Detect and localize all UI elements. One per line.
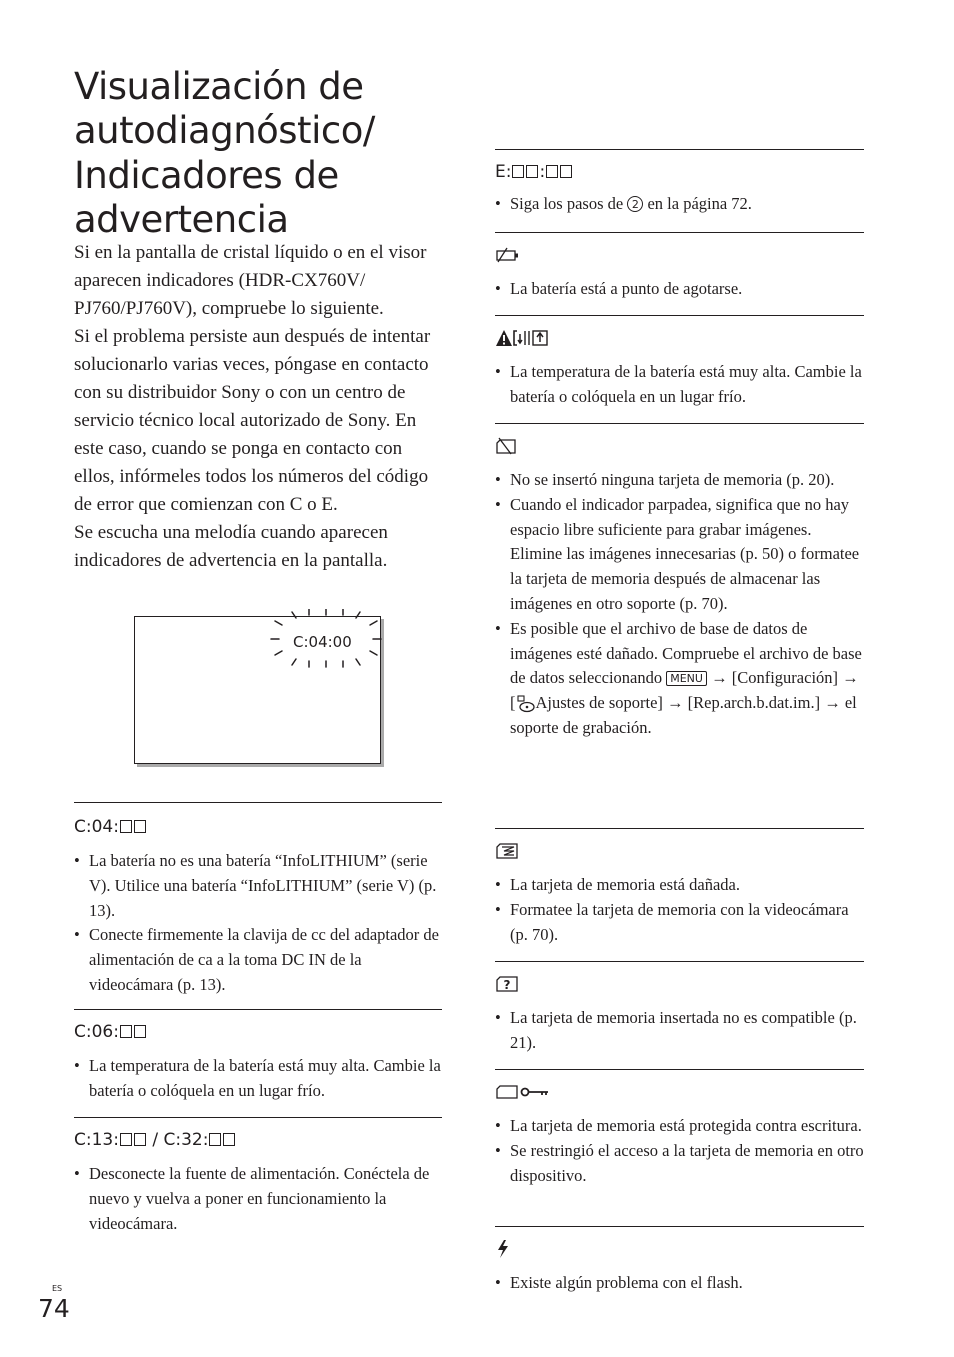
intro-paragraph: Se escucha una melodía cuando aparecen indicadores de advertencia en la pantalla.	[74, 522, 388, 571]
section-flash	[495, 1226, 864, 1296]
list-item: • La tarjeta de memoria está protegida contra escritura.	[495, 1114, 864, 1139]
list-item: • La temperatura de la batería está muy alta. Cambie la batería o colóquela en un lugar frío.	[74, 1054, 442, 1104]
section-heading	[495, 1082, 864, 1102]
battery-low-icon	[495, 247, 521, 263]
intro-text	[74, 239, 446, 575]
section-no-card	[495, 423, 864, 741]
section-heading	[495, 841, 864, 861]
intro-paragraph: Si en la pantalla de cristal líquido o en el visor aparecen indicadores (HDR-CX760V/ PJ760/PJ760V), compruebe lo siguiente.	[74, 242, 427, 319]
section-card-damaged	[495, 828, 864, 947]
page-number: 74	[38, 1294, 70, 1323]
list-item: • La batería no es una batería “InfoLITHIUM” (serie V). Utilice una batería “InfoLITHIUM” (serie V) (p. 13).	[74, 849, 442, 923]
section-c13-c32	[74, 1117, 442, 1236]
bullet-list	[495, 1006, 864, 1056]
section-battery-low	[495, 232, 864, 302]
step-number-badge: 2	[627, 196, 643, 212]
bullet-list	[74, 849, 442, 998]
section-heading	[495, 436, 864, 456]
section-c04	[74, 802, 442, 998]
section-card-incompatible	[495, 961, 864, 1056]
list-item: • Formatee la tarjeta de memoria con la videocámara (p. 70).	[495, 898, 864, 948]
bullet-list	[495, 277, 864, 302]
section-heading	[495, 245, 864, 265]
list-item: • Cuando el indicador parpadea, significa que no hay espacio libre suficiente para grabar imágenes. Elimine las imágenes innecesarias (p. 50) o formatee la tarjeta de memoria después de almacenar las imágenes en otro soporte (p. 70).	[495, 493, 864, 617]
section-heading	[495, 974, 864, 994]
bullet-list	[495, 192, 864, 217]
section-heading	[495, 1239, 864, 1259]
list-item: • La temperatura de la batería está muy alta. Cambie la batería o colóquela en un lugar frío.	[495, 360, 864, 410]
section-heading: E: :	[495, 162, 864, 182]
battery-temperature-warning-icon	[495, 328, 551, 348]
bullet-list	[74, 1054, 442, 1104]
bullet-list	[495, 873, 864, 947]
list-item: • La tarjeta de memoria insertada no es compatible (p. 21).	[495, 1006, 864, 1056]
page-title	[74, 65, 474, 243]
list-item: • Conecte firmemente la clavija de cc del adaptador de alimentación de ca a la toma DC IN de la videocámara (p. 13).	[74, 923, 442, 997]
list-item: • Se restringió el acceso a la tarjeta de memoria en otro dispositivo.	[495, 1139, 864, 1189]
section-card-protected	[495, 1069, 864, 1188]
title-line: advertencia	[74, 198, 289, 242]
section-battery-temperature	[495, 315, 864, 410]
write-protected-card-icon	[495, 1083, 551, 1101]
svg-text:?: ?	[503, 978, 511, 992]
title-line: Visualización de	[74, 64, 364, 108]
list-item: • Es posible que el archivo de base de datos de imágenes esté dañado. Compruebe el archivo de base de datos seleccionando MENU → [Configuración] → [ Ajustes de soporte] → [Rep.arch.b.dat.im.] → el soporte de grabación.	[495, 617, 864, 741]
bullet-list	[495, 468, 864, 741]
incompatible-memory-card-icon	[495, 975, 521, 993]
section-heading: C:04:	[74, 817, 442, 837]
list-item: • Desconecte la fuente de alimentación. Conéctela de nuevo y vuelva a poner en funcionamiento la videocámara.	[74, 1162, 442, 1236]
bullet-list	[495, 360, 864, 410]
damaged-memory-card-icon	[495, 842, 521, 860]
intro-paragraph: Si el problema persiste aun después de intentar solucionarlo varias veces, póngase en contacto con su distribuidor Sony o con un centro de servicio técnico local autorizado de Sony. En este caso, cuando se ponga en contacto con ellos, infórmeles todos los números del código de error que comienzan con C o E.	[74, 326, 431, 515]
list-item: • Existe algún problema con el flash.	[495, 1271, 864, 1296]
list-item: • No se insertó ninguna tarjeta de memoria (p. 20).	[495, 468, 864, 493]
bullet-list	[74, 1162, 442, 1236]
list-item: • Siga los pasos de 2 en la página 72.	[495, 192, 864, 217]
title-line: autodiagnóstico/	[74, 109, 375, 153]
lcd-screen-illustration	[134, 616, 381, 764]
section-c06	[74, 1009, 442, 1104]
language-tag: ES	[52, 1284, 63, 1293]
title-line: Indicadores de	[74, 153, 339, 197]
flash-icon	[495, 1239, 511, 1259]
bullet-list	[495, 1271, 864, 1296]
section-heading	[495, 328, 864, 348]
section-heading: C:06:	[74, 1022, 442, 1042]
no-memory-card-icon	[495, 437, 521, 455]
error-code-display: C:04:00	[293, 633, 352, 651]
list-item: • La batería está a punto de agotarse.	[495, 277, 864, 302]
section-e-error	[495, 149, 864, 217]
list-item: • La tarjeta de memoria está dañada.	[495, 873, 864, 898]
media-settings-icon	[516, 695, 536, 713]
section-heading: C:13: / C:32:	[74, 1130, 442, 1150]
bullet-list	[495, 1114, 864, 1188]
menu-button-icon: MENU	[666, 671, 707, 686]
